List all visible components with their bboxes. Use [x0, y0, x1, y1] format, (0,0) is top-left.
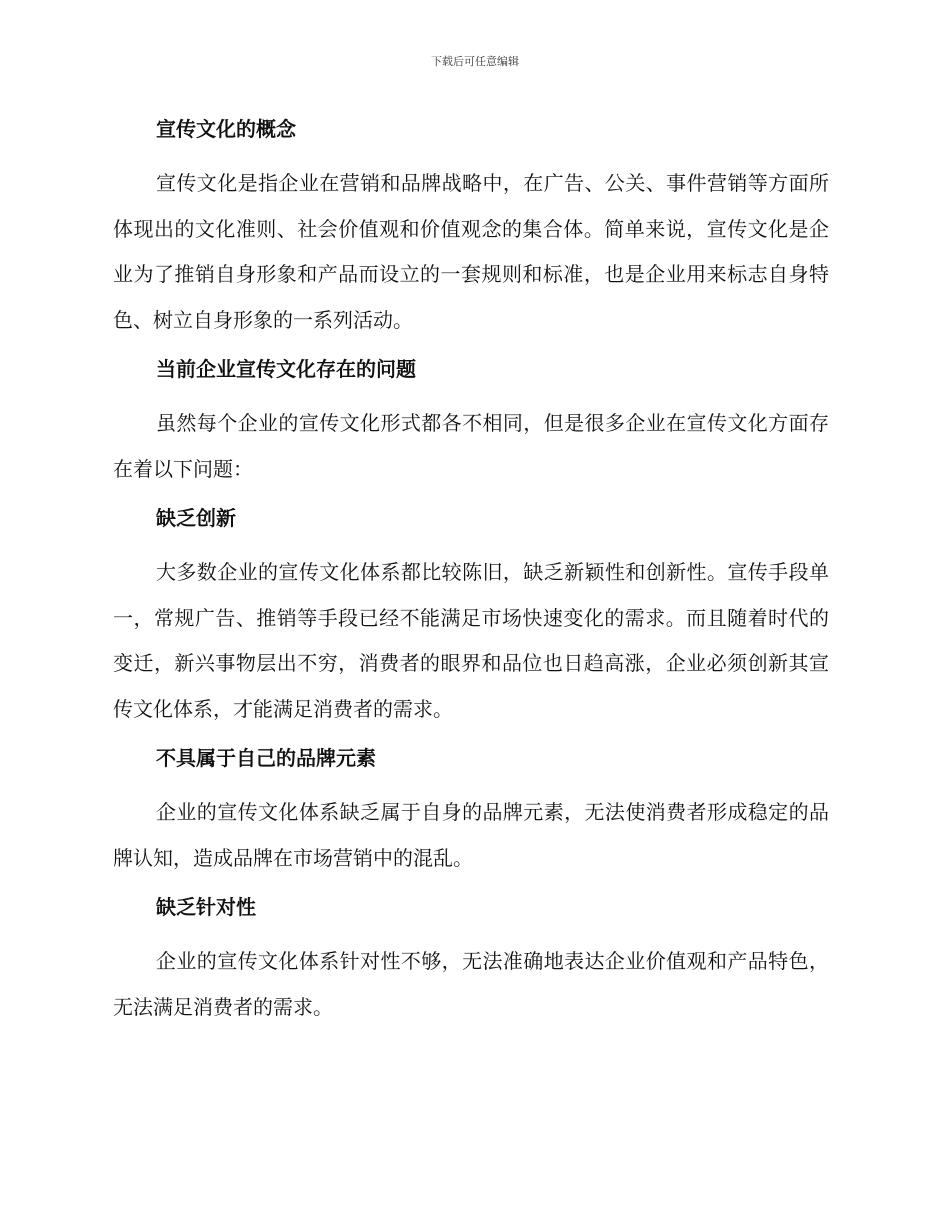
section-heading: 宣传文化的概念	[156, 117, 296, 141]
section-paragraph: 企业的宣传文化体系针对性不够，无法准确地表达企业价值观和产品特色，无法满足消费者的需求。	[113, 949, 829, 1019]
section-lack-innovation	[113, 500, 829, 732]
section-paragraph: 大多数企业的宣传文化体系都比较陈旧，缺乏新颖性和创新性。宣传手段单一，常规广告、推销等手段已经不能满足市场快速变化的需求。而且随着时代的变迁，新兴事物层出不穷，消费者的眼界和品位也日趋高涨，企业必须创新其宣传文化体系，才能满足消费者的需求。	[113, 560, 829, 721]
section-paragraph: 宣传文化是指企业在营销和品牌战略中，在广告、公关、事件营销等方面所体现出的文化准则、社会价值观和价值观念的集合体。简单来说，宣传文化是企业为了推销自身形象和产品而设立的一套规则和标准，也是企业用来标志自身特色、树立自身形象的一系列活动。	[113, 171, 829, 332]
section-problems	[113, 351, 829, 492]
section-heading: 不具属于自己的品牌元素	[156, 746, 376, 770]
section-heading: 缺乏创新	[156, 506, 236, 530]
section-paragraph: 企业的宣传文化体系缺乏属于自身的品牌元素，无法使消费者形成稳定的品牌认知，造成品牌在市场营销中的混乱。	[113, 800, 829, 870]
section-heading: 缺乏针对性	[156, 895, 256, 919]
document-body	[113, 111, 829, 1038]
page-header-note: 下载后可任意编辑	[431, 55, 519, 68]
section-lack-targeting	[113, 889, 829, 1030]
section-brand-elements	[113, 740, 829, 881]
section-paragraph: 虽然每个企业的宣传文化形式都各不相同，但是很多企业在宣传文化方面存在着以下问题：	[113, 411, 829, 481]
section-heading: 当前企业宣传文化存在的问题	[156, 357, 416, 381]
section-concept	[113, 111, 829, 343]
